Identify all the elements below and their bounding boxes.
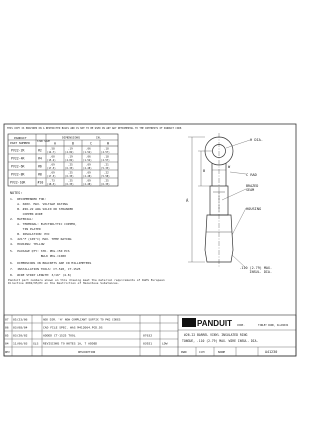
- table-cell: .58: [50, 147, 55, 151]
- label-b: B: [203, 169, 206, 173]
- table-cell: .22: [104, 171, 109, 175]
- rev-cell: ADD DIM. 'H' NOW COMPLIANT SUFFIX TO PKG CODES: [43, 317, 121, 322]
- note-line: TIN PLATED: [10, 227, 41, 231]
- label-w: W: [228, 165, 231, 169]
- dim-col-w: W: [107, 141, 109, 146]
- note-line: 6. DIMENSIONS IN BRACKETS ARE IN MILLIMETERS: [10, 261, 92, 265]
- table-cell: .60: [50, 155, 55, 159]
- rev-cell: 11/06/03: [13, 341, 28, 346]
- note-line: A. TERMINAL: ELECTROLYTIC COPPER,: [10, 222, 77, 226]
- table-cell: (5.33): [101, 167, 110, 170]
- rev-cell: GLS: [33, 341, 39, 346]
- table-cell: .21: [104, 163, 109, 167]
- table-cell: .18: [104, 147, 109, 151]
- note-line: A. 600V. MAX. VOLTAGE RATING: [10, 202, 68, 206]
- table-cell: .25: [68, 171, 73, 175]
- note-line: 7. INSTALLATION TOOLS: CT-520, CT-1525: [10, 267, 81, 271]
- label-insul-dia: .110 (2.79) MAX. INSUL. DIA.: [239, 266, 272, 275]
- restriction-note: THIS COPY IS PROVIDED ON A RESTRICTED BASIS AND IS NOT TO BE USED IN ANY WAY DETRIMENTAL TO THE INTERESTS OF PANDUIT CORP.: [7, 127, 183, 130]
- drawn-by: DWN: [181, 350, 187, 354]
- table-cell: .25: [68, 163, 73, 167]
- table-cell: .09: [86, 171, 91, 175]
- table-cell: .73: [50, 179, 55, 183]
- table-cell: (15.2): [47, 159, 56, 162]
- drawing-number: A41230: [265, 350, 278, 354]
- table-cell: (2.28): [83, 183, 92, 186]
- note-line: BULK PKG.=1000: [10, 254, 66, 258]
- note-line: COPPER WIRE: [10, 212, 43, 216]
- note-line: B. #26-22 AWG SOLID OR STRANDED: [10, 207, 74, 211]
- table-cell: .06: [86, 147, 91, 151]
- note-line: 3. 221°F (105°C) MAX. TEMP RATING: [10, 237, 72, 241]
- table-cell: (2.28): [83, 167, 92, 170]
- table-cell: (4.82): [65, 159, 74, 162]
- col-header-panduit: PANDUIT: [14, 136, 27, 140]
- rev-cell: CAD FILE SPEC. WAS M412064.PCD.DS: [43, 325, 103, 330]
- note-line: 4. HOUSING: YELLOW: [10, 242, 45, 246]
- panduit-logo: PANDUIT: [197, 319, 232, 328]
- table-cell: .69: [50, 171, 55, 175]
- table-cell: .25: [104, 179, 109, 183]
- table-cell: .69: [50, 163, 55, 167]
- dim-col-a: A: [54, 141, 56, 146]
- table-cell: (2.28): [83, 175, 92, 178]
- table-cell: .06: [86, 155, 91, 159]
- table-cell: (18.5): [47, 183, 56, 186]
- note-line: 1. RECOMMENDED FOR:: [10, 197, 47, 201]
- rohs-note: Panduit part numbers shown on this drawing meet the material requirements of RoHS European Directive 2002/95/EC on the Restriction of Hazardous Substances.: [8, 279, 165, 286]
- label-a: A: [186, 198, 189, 203]
- table-cell: #10: [37, 180, 44, 185]
- note-line: 2. MATERIAL:: [10, 217, 34, 221]
- col-header-stud: STUD SIZE: [37, 140, 50, 143]
- table-cell: (5.58): [101, 175, 110, 178]
- location: TINLEY PARK, ILLINOIS: [258, 324, 289, 327]
- notes-title: NOTES:: [10, 191, 23, 195]
- label-brazed-seam: BRAZED SEAM: [246, 184, 259, 193]
- rev-cell: ADDED CT-1525 TOOL: [43, 333, 76, 338]
- rev-cell: 03/20/02: [13, 333, 28, 338]
- part-description-1: #26-22 BARREL VINYL INSULATED RING: [184, 333, 248, 337]
- table-cell: PV22-6R: [11, 164, 25, 169]
- note-line: 8. WIRE STRIP LENGTH: 3/16" (4.8): [10, 273, 72, 277]
- table-cell: (1.52): [83, 159, 92, 162]
- note-line: 5. PACKAGE QTY: STD. PKG.=50 PCS: [10, 249, 70, 253]
- col-header-unit: IN.: [96, 135, 102, 140]
- table-cell: .19: [68, 155, 73, 159]
- table-cell: #8: [38, 172, 42, 177]
- rev-cell: 07: [5, 317, 9, 322]
- table-cell: #6: [38, 164, 42, 169]
- table-cell: (17.5): [47, 175, 56, 178]
- rev-cell: 03/08/04: [13, 325, 28, 330]
- table-cell: (14.7): [47, 151, 56, 154]
- table-cell: .09: [86, 163, 91, 167]
- checked-by: CJH: [199, 350, 205, 354]
- table-cell: (17.5): [47, 167, 56, 170]
- corp-label: CORP.: [237, 324, 245, 327]
- label-housing: HOUSING: [246, 207, 262, 211]
- table-cell: .18: [104, 155, 109, 159]
- rev-cell: 06: [5, 325, 9, 330]
- table-cell: (1.52): [83, 151, 92, 154]
- label-c-rad: C RAD: [246, 173, 257, 177]
- rev-cell: 05: [5, 333, 9, 338]
- part-description-2: TONGUE, .110 (2.79) MAX. WIRE INSUL. DIA.: [182, 339, 259, 343]
- rev-cell: 07632: [143, 333, 153, 338]
- rev-cell: 03921: [143, 341, 153, 346]
- rev-cell: REVISIONS TO NOTES 1A, 7 ADDED: [43, 341, 98, 346]
- table-cell: (6.35): [65, 183, 74, 186]
- table-cell: PV22-4R: [11, 156, 25, 161]
- dim-col-b: B: [72, 141, 74, 146]
- rev-header-label: REV: [5, 351, 10, 354]
- description-header-label: DESCRIPTION: [78, 351, 96, 354]
- table-cell: (6.35): [65, 175, 74, 178]
- col-header-dimensions: DIMENSIONS: [62, 135, 81, 140]
- dim-col-c: C: [90, 141, 92, 146]
- scale: NONE: [218, 350, 226, 354]
- table-cell: PV22-10R: [10, 180, 26, 185]
- col-header-part: PART NUMBER: [10, 141, 30, 145]
- table-cell: #2: [38, 148, 42, 153]
- table-cell: (6.35): [101, 183, 110, 186]
- rev-cell: 04: [5, 341, 9, 346]
- rev-cell: LDW: [162, 341, 168, 346]
- label-h-dia: H DIA.: [250, 138, 263, 142]
- table-cell: .09: [86, 179, 91, 183]
- table-cell: PV22-8R: [11, 172, 25, 177]
- table-cell: #4: [38, 156, 42, 161]
- table-cell: .25: [68, 179, 73, 183]
- table-cell: (6.35): [65, 167, 74, 170]
- rev-cell: 05/23/06: [13, 317, 28, 322]
- table-cell: (4.82): [65, 151, 74, 154]
- note-line: B. INSULATION: PVC: [10, 232, 50, 236]
- table-cell: (4.57): [101, 151, 110, 154]
- table-cell: PV22-2R: [11, 148, 25, 153]
- table-cell: .19: [68, 147, 73, 151]
- table-cell: (4.57): [101, 159, 110, 162]
